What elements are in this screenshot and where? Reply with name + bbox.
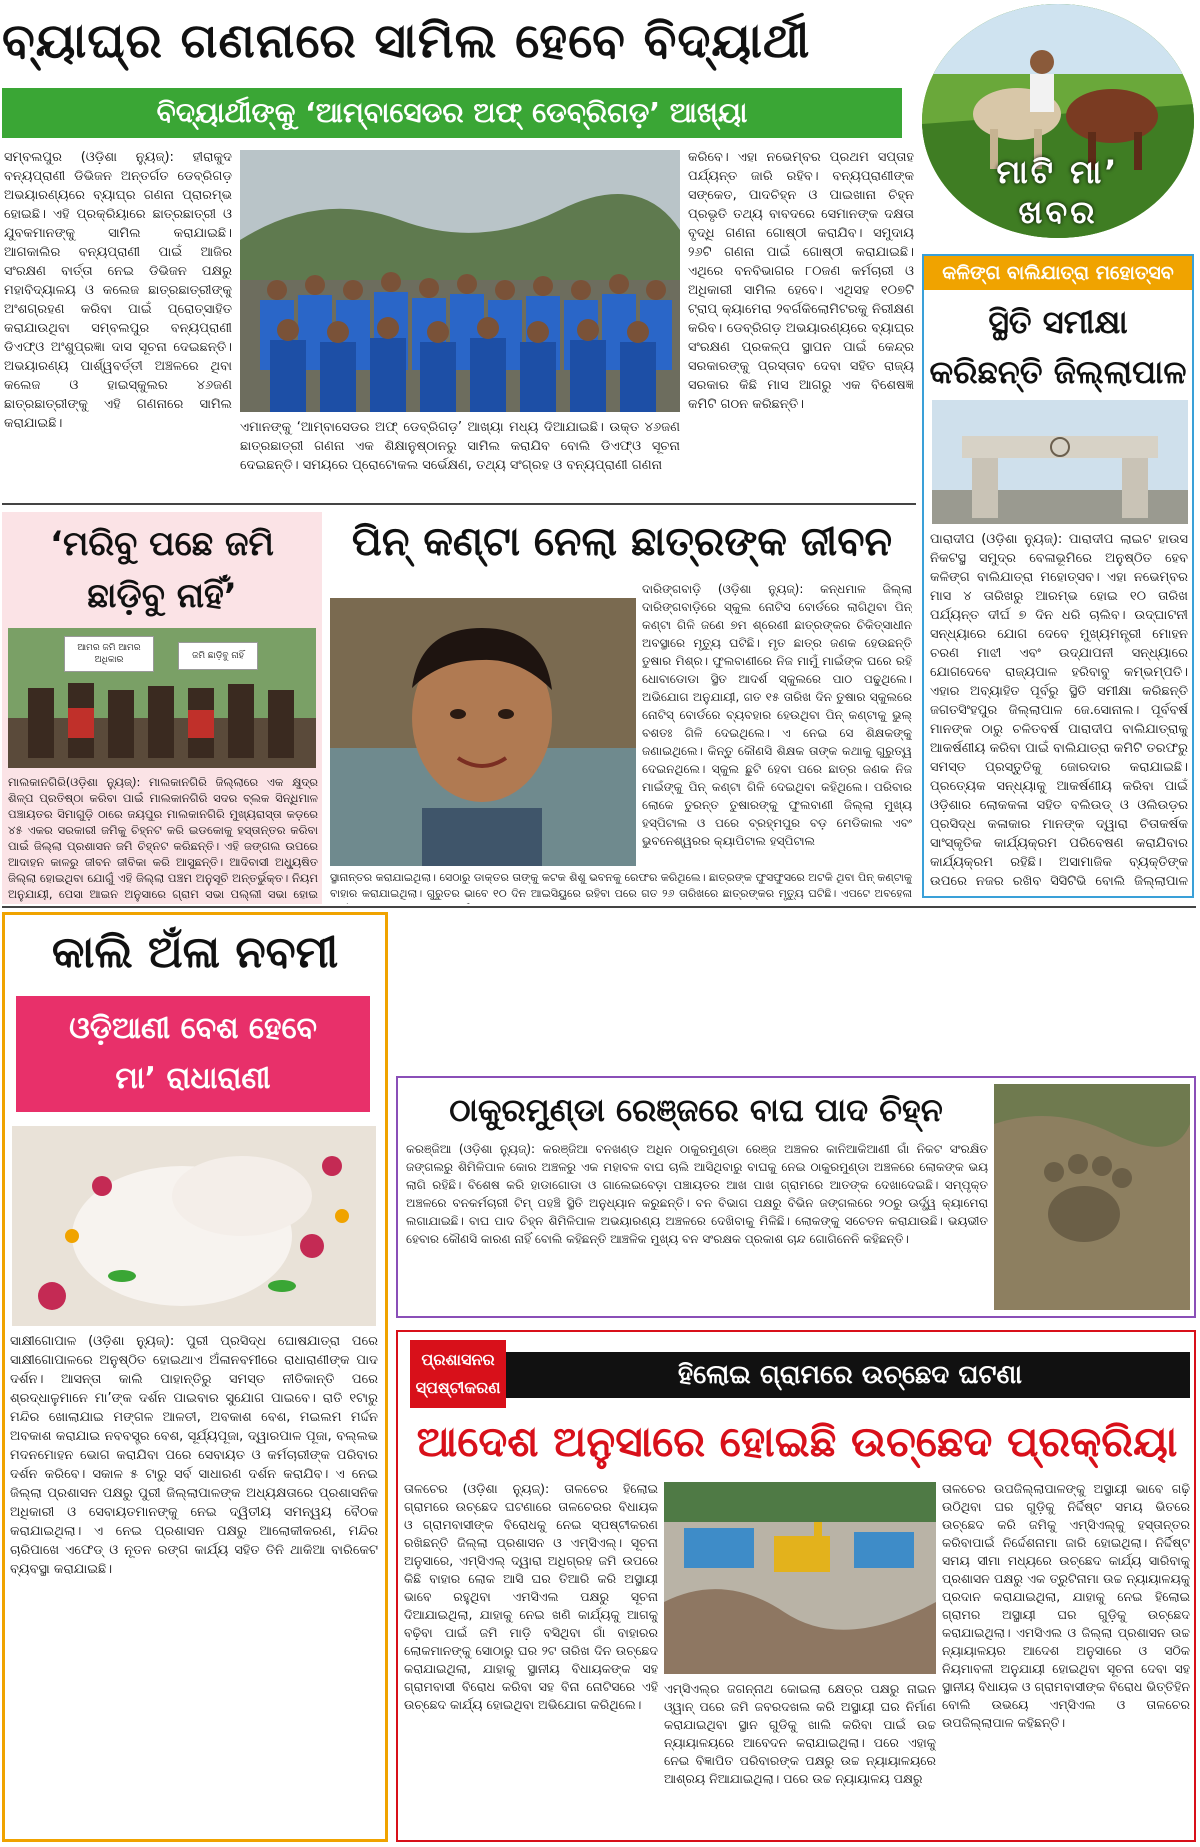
tiger-subhead: ବିଦ୍ୟାର୍ଥୀଙ୍କୁ ‘ଆମ୍ବାସେଡର ଅଫ୍ ଡେବ୍ରିଗଡ଼’ ଆଖ୍ୟା — [2, 88, 902, 138]
baliyatra-headline-line1: ସ୍ଥିତି ସମୀକ୍ଷା — [988, 303, 1128, 341]
pin-headline: ପିନ୍ କଣ୍ଟା ନେଲା ଛାତ୍ରଙ୍କ ଜୀବନ — [351, 519, 893, 565]
hiloi-tag-line1: ପ୍ରଶାସନର — [421, 1350, 495, 1369]
pin-student-photo — [330, 598, 636, 866]
section-divider-top — [2, 503, 916, 505]
mati-ma-khabara-logo — [922, 4, 1194, 238]
navami-body: ସାକ୍ଷୀଗୋପାଳ (ଓଡ଼ିଶା ନ୍ୟୁଜ୍): ପୁରୀ ପ୍ରସିଦ୍ଧ ଘୋଷଯାତ୍ରା ପରେ ସାକ୍ଷୀଗୋପାଳରେ ଅନୁଷ୍ଠିତ ହୋଇଥାଏ ଅଁଳାନବମୀରେ ରାଧାରାଣୀଙ୍କ ପାଦ ଦର୍ଶନ। ଆସନ୍ତା କାଲି ପାହାନ୍ତିରୁ ସମସ୍ତ ନୀତିକାନ୍ତି ପରେ ଶ୍ରଦ୍ଧାଳୁମାନେ ମା’ଙ୍କ ଦର୍ଶନ ପାଇବାର ସୁଯୋଗ ପାଇବେ। ରାତି ୧ଟାରୁ ମନ୍ଦିର ଖୋଲାଯାଇ ମଙ୍ଗଳ ଆଳତୀ, ଅବକାଶ ବେଶ, ମଇଲମ ମର୍ଦ୍ଦନ ଅବକାଶ କରାଯାଇ ନବବସ୍ତ୍ର ବେଶ, ସୂର୍ଯ୍ୟପୂଜା, ଦ୍ୱାରପାଳ ପୂଜା, ବଲ୍ଲଭ ମଦନମୋହନ ଭୋଗ କରାଯିବା ପରେ ସେବାୟତ ଓ କର୍ମଚାରୀଙ୍କ ପରିବାର ଦର୍ଶନ କରିବେ। ସକାଳ ୫ ଟାରୁ ସର୍ବ ସାଧାରଣ ଦର୍ଶନ କରାଯିବ। ଏ ନେଇ ଜିଲ୍ଲା ପ୍ରଶାସନ ପକ୍ଷରୁ ପୁରୀ ଜିଲ୍ଲାପାଳଙ୍କ ଅଧ୍ୟକ୍ଷତାରେ ପ୍ରଶାସନିକ ଅଧିକାରୀ ଓ ସେବାୟତମାନଙ୍କୁ ନେଇ ଦ୍ୱିତୀୟ ସମନ୍ୱୟ ବୈଠକ କରାଯାଇଥିଲା। ଏ ନେଇ ପ୍ରଶାସନ ପକ୍ଷରୁ ଆଲୋକୀକରଣ, ମନ୍ଦିର ଚାରିପାଖେ ଏଫେଡ୍ ଓ ନୂତନ ରଙ୍ଗ କାର୍ଯ୍ୟ ସହିତ ତିନି ଥାକିଆ ବାରିକେଟ ବ୍ୟବସ୍ଥା କରାଯାଇଛି। — [10, 1334, 378, 1577]
baliyatra-gate-photo — [932, 400, 1188, 524]
navami-sub-line1: ଓଡ଼ିଆଣୀ ବେଶ ହେବେ — [69, 1011, 317, 1046]
protest-scene — [8, 628, 316, 768]
maribu-body: ମାଲକାନଗିରି(ଓଡ଼ିଶା ନ୍ୟୁଜ୍): ମାଲକାନଗିରି ଜିଲ୍ଲାରେ ଏକ କ୍ଷୁଦ୍ର ଶିଳ୍ପ ପ୍ରତିଷ୍ଠା କରିବା ପାଇଁ ମାଲକାନଗିରି ସଦର ବ୍ଲକ ସିନ୍ଧିମାଳ ପଞ୍ଚାୟତର ସିମାଗୁଡ଼ି ଠାରେ ଜୟପୁର ମାଲକାନଗିରି ମୁଖ୍ୟରାସ୍ତା କଡ଼ରେ ୪୫ ଏକର ସରକାରୀ ଜମିକୁ ଚିହ୍ନଟ କରି ଇଡକୋକୁ ହସ୍ତାନ୍ତର କରିବା ପାଇଁ ଜିଲ୍ଲା ପ୍ରଶାସନ ଜମି ଚିହ୍ନଟ କରିଛନ୍ତି। ଏହି ଜଙ୍ଗଲ ଉପରେ ଆଦାହନ କାଳରୁ ଜୀବନ ଜୀବିକା କରି ଆସୁଛନ୍ତି। ଆଦିବାସୀ ଅଧ୍ୟୁଷିତ ଜିଲ୍ଲା ହୋଇଥିବା ଯୋଗୁଁ ଏହି ଜିଲ୍ଲା ପଞ୍ଚମ ଅନୁସୂଚି ଅନ୍ତର୍ଭୁକ୍ତ। ନିୟମ ଅନୁଯାୟୀ, ପେସା ଆଇନ ଅନୁସାରେ ଗ୍ରାମ ସଭା ପଲ୍ଲୀ ସଭା ହୋଇ — [8, 775, 318, 901]
mati-title-line1: ମାଟି ମା’ — [996, 153, 1120, 191]
tiger-col3: କରିବେ। ଏହା ନଭେମ୍ବର ପ୍ରଥମ ସପ୍ତାହ ପର୍ଯ୍ୟନ୍ତ ଜାରି ରହିବ। ବନ୍ୟପ୍ରାଣୀଙ୍କ ସଙ୍କେତ, ପାଦଚିହ୍ନ ଓ ପାଇଖାନା ଚିହ୍ନ ପ୍ରଭୃତି ତଥ୍ୟ ବାବଦରେ ସେମାନଙ୍କ ଦକ୍ଷତା ବୃଦ୍ଧି ଗଣନା ଗୋଷ୍ଠୀ କରାଯିବ। ସମୁଦାୟ ୨୬ଟି ଗଣନା ପାଇଁ ଗୋଷ୍ଠୀ କରାଯାଇଛି। ଏଥିରେ ବନବିଭାଗର ୮୦ଜଣ କର୍ମଚାରୀ ଓ ଅଧିକାରୀ ସାମିଲ ହେବେ। ଏଥିସହ ୧୦୭ଟି ଟ୍ରାପ୍ କ୍ୟାମେରା ୨ବର୍ଗକିଲୋମିଟରକୁ ନିରୀକ୍ଷଣ କରିବ। ଡେବ୍ରିଗଡ଼ ଅଭୟାରଣ୍ୟରେ ବ୍ୟାଘ୍ର ସଂରକ୍ଷଣ ପ୍ରକଳ୍ପ ସ୍ଥାପନ ପାଇଁ କେନ୍ଦ୍ର ସରକାରଙ୍କୁ ପ୍ରସ୍ତାବ ଦେବା ସହିତ ରାଜ୍ୟ ସରକାର କିଛି ମାସ ଆଗରୁ ଏକ ବିଶେଷଜ୍ଞ କମିଟି ଗଠନ କରିଛନ୍ତି। — [688, 150, 914, 412]
pin-body-bottom: ସ୍ଥାନାନ୍ତର କରାଯାଇଥିଲା। ସେଠାରୁ ଡାକ୍ତର ତାଙ୍କୁ କଟକ ଶିଶୁ ଭବନକୁ ରେଫର କରିଥିଲେ। ଛାତ୍ରଙ୍କ ଫୁସଫୁସରେ ଅଟକି ଥିବା ପିନ୍ କଣ୍ଟାକୁ ବାହାର କରାଯାଇଥିଲା। ଗୁରୁତର ଭାବେ ୧୦ ଦିନ ଆଇସିୟୁରେ ରହିବା ପରେ ଗତ ୨୬ ତାରିଖରେ ଛାତ୍ରଙ୍କର ମୃତ୍ୟୁ ଘଟିଛି। ଏପଟେ ଅବହେଳା — [330, 871, 912, 900]
baliyatra-headline-line2: କରିଛନ୍ତି ଜିଲ୍ଲାପାଳ — [929, 353, 1187, 391]
maribu-headline-line2: ଛାଡ଼ିବୁ ନାହିଁ’ — [87, 576, 237, 616]
hiloi-col3: ତାଳଚେର ଉପଜିଲ୍ଲାପାଳଙ୍କୁ ଅସ୍ଥାୟୀ ଭାବେ ଗଢ଼ି ଉଠିଥିବା ଘର ଗୁଡ଼ିକୁ ନିର୍ଦ୍ଦିଷ୍ଟ ସମୟ ଭିତରେ ଉଚ୍ଛେଦ କରି ଜମିକୁ ଏମ୍‌ସିଏଲ୍‌କୁ ହସ୍ତାନ୍ତର କରିବାପାଇଁ ନିର୍ଦ୍ଦେଶନାମା ଜାରି ହୋଇଥିଲା। ନିର୍ଦ୍ଦିଷ୍ଟ ସମୟ ସୀମା ମଧ୍ୟରେ ଉଚ୍ଛେଦ କାର୍ଯ୍ୟ ସାରିବାକୁ ପ୍ରଶାସନ ପକ୍ଷରୁ ଏକ ତ୍ରୁଟିନାମା ଉଚ୍ଚ ନ୍ୟାୟାଳୟକୁ ପ୍ରଦାନ କରାଯାଇଥିଲା, ଯାହାକୁ ନେଇ ହିଲୋଇ ଗ୍ରାମର ଅସ୍ଥାୟୀ ଘର ଗୁଡ଼ିକୁ ଉଚ୍ଛେଦ କରାଯାଇଥିଲା। ଏମସିଏଲ ଓ ଜିଲ୍ଲା ପ୍ରଶାସନ ଉଚ୍ଚ ନ୍ୟାୟାଳୟର ଆଦେଶ ଅନୁସାରେ ଓ ସଠିକ ନିୟମାବଳୀ ଅନୁଯାୟୀ ହୋଇଥିବା ସୂଚନା ଦେବା ସହ ସ୍ଥାନୀୟ ବିଧାୟକ ଓ ଗ୍ରାମବାସୀଙ୍କ ବିରୋଧ ଭିତ୍ତିହିନ ବୋଲି ଉଭୟେ ଏମ୍‌ସିଏଲ ଓ ତାଳଚେର ଉପଜିଲ୍ଲାପାଳ କହିଛନ୍ତି। — [942, 1481, 1190, 1730]
navami-sub-line2: ମା’ ରାଧାରାଣୀ — [115, 1061, 271, 1096]
navami-headline: କାଲି ଅଁଳା ନବମୀ — [51, 927, 339, 978]
maribu-headline-line1: ‘ମରିବୁ ପଛେ ଜମି — [50, 524, 274, 564]
tiger-caption-text: ଏମାନଙ୍କୁ ‘ଆମ୍ବାସେଡର ଅଫ୍ ଡେବ୍ରିଗଡ଼’ ଆଖ୍ୟା ମଧ୍ୟ ଦିଆଯାଇଛି। ଉକ୍ତ ୪୬ଜଣ ଛାତ୍ରଛାତ୍ରୀ ଗଣନା ଏକ ଶିକ୍ଷାନୁଷ୍ଠାନରୁ ସାମିଲ କରାଯିବ ବୋଲି ଡିଏଫ୍ଓ ସୂଚନା ଦେଇଛନ୍ତି। ସମୟରେ ପ୍ରୋଟୋକଲ ସର୍ଭେକ୍ଷଣ, ତଥ୍ୟ ସଂଗ୍ରହ ଓ ବନ୍ୟପ୍ରାଣୀ ଗଣନା — [240, 420, 680, 473]
tiger-photo-students — [240, 150, 680, 412]
navami-feet-photo — [12, 1126, 376, 1326]
hiloi-col2: ଏମ୍‌ସିଏଲ୍‌ର ଜଗନ୍ନାଥ କୋଇଲା କ୍ଷେତ୍ର ପକ୍ଷରୁ ନାଇନ ଓ୍ୱାନ୍ ପରେ ଜମି ଜବରଦଖଲ କରି ଅସ୍ଥାୟୀ ଘର ନିର୍ମାଣ କରାଯାଇଥିବା ସ୍ଥାନ ଗୁଡିକୁ ଖାଲି କରିବା ପାଇଁ ଉଚ୍ଚ ନ୍ୟାୟାଳୟରେ ଆବେଦନ କରାଯାଇଥିଲା। ପରେ ଏହାକୁ ନେଇ ବିଜ୍ଞାପିତ ପରିବାରଙ୍କ ପକ୍ଷରୁ ଉଚ୍ଚ ନ୍ୟାୟାଳୟରେ ଆଶ୍ରୟ ନିଆଯାଇଥିଲା। ପରେ ଉଚ୍ଚ ନ୍ୟାୟାଳୟ ପକ୍ଷରୁ — [664, 1681, 936, 1786]
placard-1: ଆମର ଜମି ଆମର ଅଧିକାର — [64, 636, 154, 672]
tiger-headline: ବ୍ୟାଘ୍ର ଗଣନାରେ ସାମିଲ ହେବେ ବିଦ୍ୟାର୍ଥୀ — [2, 13, 811, 69]
baliyatra-body: ପାରାଦୀପ (ଓଡ଼ିଶା ନ୍ୟୁଜ୍): ପାରାଦୀପ ଲାଇଟ ହାଉସ ନିକଟସ୍ଥ ସମୁଦ୍ର ବେଳାଭୂମିରେ ଅନୁଷ୍ଠିତ ହେବ କଳିଙ୍ଗ ବାଲିଯାତ୍ରା ମହୋତ୍ସବ। ଏହା ନଭେମ୍ବର ମାସ ୪ ତାରିଖରୁ ଆରମ୍ଭ ହୋଇ ୧୦ ତାରିଖ ପର୍ଯ୍ୟନ୍ତ ଦୀର୍ଘ ୭ ଦିନ ଧରି ଚାଲିବ। ଉଦ୍‌ଘାଟନୀ ସନ୍ଧ୍ୟାରେ ଯୋଗ ଦେବେ ମୁଖ୍ୟମନ୍ତ୍ରୀ ମୋହନ ଚରଣ ମାଝୀ ଏବଂ ଉଦ୍‌ଯାପନୀ ସନ୍ଧ୍ୟାରେ ଯୋଗଦେବେ ରାଜ୍ୟପାଳ ହରିବାବୁ କମ୍ଭମ୍ପତି। ଏହାର ଅବ୍ୟାହିତ ପୂର୍ବରୁ ସ୍ଥିତି ସମୀକ୍ଷା କରିଛନ୍ତି ଜଗତସିଂହପୁର ଜିଲ୍ଲାପାଳ ଜେ.ସୋନାଲ। ପୂର୍ବବର୍ଷ ମାନଙ୍କ ଠାରୁ ଚଳିତବର୍ଷ ପାରାଦୀପ ବାଲିଯାତ୍ରାକୁ ଆକର୍ଷଣୀୟ କରିବା ପାଇଁ ବାଲିଯାତ୍ରା କମିଟି ତରଫରୁ ସମସ୍ତ ପ୍ରସ୍ତୁତିକୁ ଜୋରଦାର କରାଯାଇଛି। ପ୍ରତ୍ୟେକ ସନ୍ଧ୍ୟାକୁ ଆକର୍ଷଣୀୟ କରିବା ପାଇଁ ଓଡ଼ିଶାର ଲୋକକଳା ସହିତ ବଲିଉଡ୍ ଓ ଓଲିଉଡ଼ର ପ୍ରସିଦ୍ଧ କଳାକାର ମାନଙ୍କ ଦ୍ୱାରା ଚିତାକର୍ଷକ ସାଂସ୍କୃତିକ କାର୍ଯ୍ୟକ୍ରମ ପରିବେଷଣ କରାଯିବାର କାର୍ଯ୍ୟକ୍ରମ ରହିଛି। ଅସାମାଜିକ ବ୍ୟକ୍ତିଙ୍କ ଉପରେ ନଜର ରଖିବ ସିସିଟିଭି ବୋଲି ଜିଲ୍ଲାପାଳ — [930, 532, 1188, 889]
hiloi-col1: ତାଳଚେର (ଓଡ଼ିଶା ନ୍ୟୁଜ୍): ତାଳଚେର ହିଲୋଇ ଗ୍ରାମରେ ଉଚ୍ଛେଦ ଘଟଣାରେ ତାଳଚେରର ବିଧାୟକ ଓ ଗ୍ରାମବାସୀଙ୍କ ବିରୋଧକୁ ନେଇ ସ୍ପଷ୍ଟୀକରଣ ରଖିଛନ୍ତି ଜିଲ୍ଲା ପ୍ରଶାସନ ଓ ଏମ୍‌ସିଏଲ୍। ସୂଚନା ଅନୁସାରେ, ଏମ୍‌ସିଏଲ୍ ଦ୍ୱାରା ଅଧିଗ୍ରହ ଜମି ଉପରେ କିଛି ବାହାର ଲୋକ ଆସି ଘର ତିଆରି କରି ଅସ୍ଥାୟୀ ଭାବେ ରହୁଥିବା ଏମସିଏଲ ପକ୍ଷରୁ ସୂଚନା ଦିଆଯାଇଥିଲା, ଯାହାକୁ ନେଇ ଖଣି କାର୍ଯ୍ୟକୁ ଆଗକୁ ବଢ଼ିବା ପାଇଁ ଜମି ମାଡ଼ି ବସିଥିବା ଗାଁ ବାହାରର ଲୋକମାନଙ୍କୁ ସୋଠାରୁ ଘର ୨ଟ ତାରିଖ ଦିନ ଉଚ୍ଛେଦ କରାଯାଇଥିଲା, ଯାହାକୁ ସ୍ଥାନୀୟ ବିଧାୟକଙ୍କ ସହ ଗ୍ରାମବାସୀ ବିରୋଧ କରିବା ସହ ବିନା ନୋଟିସରେ ଏହି ଉଚ୍ଛେଦ କାର୍ଯ୍ୟ ହୋଇଥିବା ଅଭିଯୋଗ କରିଥିଲେ। — [404, 1481, 658, 1712]
section-divider-middle — [2, 906, 1196, 908]
maribu-protest-photo — [8, 628, 316, 768]
tiger-pugmark-photo — [994, 1084, 1190, 1310]
mati-title-line2: ଖବର — [1018, 193, 1098, 231]
thakur-headline: ଠାକୁରମୁଣ୍ଡା ରେଞ୍ଜରେ ବାଘ ପାଦ ଚିହ୍ନ — [449, 1091, 943, 1129]
hiloi-headline: ଆଦେଶ ଅନୁସାରେ ହୋଇଛି ଉଚ୍ଛେଦ ପ୍ରକ୍ରିୟା — [416, 1417, 1178, 1466]
hiloi-tag-line2: ସ୍ପଷ୍ଟୀକରଣ — [415, 1378, 501, 1397]
placard-2: ଜମି ଛାଡ଼ିବୁ ନାହିଁ — [178, 642, 258, 670]
baliyatra-tag: କଳିଙ୍ଗ ବାଲିଯାତ୍ରା ମହୋତ୍ସବ — [924, 256, 1192, 290]
hiloi-demolition-photo — [664, 1482, 936, 1674]
thakur-body: କରଞ୍ଜିଆ (ଓଡ଼ିଶା ନ୍ୟୁଜ୍): କରଞ୍ଜିଆ ବନଖଣ୍ଡ ଅଧିନ ଠାକୁରମୁଣ୍ଡା ରେଞ୍ଜ ଅଞ୍ଚଳର କାନିଆକିଆଣୀ ଗାଁ ନିକଟ ସଂରକ୍ଷିତ ଜଙ୍ଗଲରୁ ଶିମିଳିପାଳ କୋର ଅଞ୍ଚଳରୁ ଏକ ମହାବଳ ବାଘ ଚାଲି ଆସିଥିବାରୁ ବାଘକୁ ନେଇ ଠାକୁରମୁଣ୍ଡା ଅଞ୍ଚଳରେ ଲୋକଙ୍କ ଭୟ ଲାଗି ରହିଛି। ବିଶେଷ କରି ହାଡାଗୋଡା ଓ ଗାଲେଇବେଡ଼ା ପଞ୍ଚାୟତର ଆଖ ପାଖ ଗ୍ରାମରେ ଆତଙ୍କ ଦେଖାଦେଇଛି। ସମ୍ପୃକ୍ତ ଅଞ୍ଚଳରେ ବନକର୍ମଚାରୀ ଟିମ୍ ପହଞ୍ଚି ସ୍ଥିତି ଅନୁଧ୍ୟାନ କରୁଛନ୍ତି। ବନ ବିଭାଗ ପକ୍ଷରୁ ବିଭିନ ଜଙ୍ଗଲରେ ୨୦ରୁ ଊର୍ଦ୍ଧ୍ୱ କ୍ୟାମେରା ଲଗାଯାଇଛି। ବାଘ ପାଦ ଚିହ୍ନ ଶିମିଳିପାଳ ଅଭୟାରଣ୍ୟ ଅଞ୍ଚଳରେ ଦେଖିବାକୁ ମିଳିଛି। ଲୋକଙ୍କୁ ସଚେତନ କରାଯାଉଛି। ଭୟଭୀତ ହେବାର କୌଣସି କାରଣ ନାହିଁ ବୋଲି କହିଛନ୍ତି ଆଞ୍ଚଳିକ ମୁଖ୍ୟ ବନ ସଂରକ୍ଷକ ପ୍ରକାଶ ଚାନ୍ଦ ଗୋଗିନେନି କହିଛନ୍ତି। — [406, 1142, 988, 1246]
tiger-col1: ସମ୍ବଲପୁର (ଓଡ଼ିଶା ନ୍ୟୁଜ୍): ହୀରାକୁଦ ବନ୍ୟପ୍ରାଣୀ ଡିଭିଜନ ଅନ୍ତର୍ଗତ ଡେବ୍ରିଗଡ଼ ଅଭୟାରଣ୍ୟରେ ବ୍ୟାଘ୍ର ଗଣନା ପ୍ରାରମ୍ଭ ହୋଇଛି। ଏହି ପ୍ରକ୍ରିୟାରେ ଛାତ୍ରଛାତ୍ରୀ ଓ ଯୁବକମାନଙ୍କୁ ସାମିଲ କରାଯାଇଛି। ଆଗକାଲିର ବନ୍ୟପ୍ରାଣୀ ପାଇଁ ଆଜିର ସଂରକ୍ଷଣ ବାର୍ତ୍ତା ନେଇ ଡିଭିଜନ ପକ୍ଷରୁ ମହାବିଦ୍ୟାଳୟ ଓ କଲେଜ ଛାତ୍ରଛାତ୍ରୀଙ୍କୁ ଅଂଶଗ୍ରହଣ କରିବା ପାଇଁ ପ୍ରୋତ୍ସାହିତ କରାଯାଉଥିବା ସମ୍ବଲପୁର ବନ୍ୟପ୍ରାଣୀ ଡିଏଫ୍ଓ ଅଂଶୁପ୍ରଜ୍ଞା ଦାସ ସୂଚନା ଦେଇଛନ୍ତି। ଅଭୟାରଣ୍ୟ ପାର୍ଶ୍ୱବର୍ତ୍ତୀ ଅଞ୍ଚଳରେ ଥିବା କଲେଜ ଓ ହାଇସ୍କୁଲର ୪୬ଜଣ ଛାତ୍ରଛାତ୍ରୀଙ୍କୁ ଏହି ଗଣନାରେ ସାମିଲ କରାଯାଇଛି। — [4, 150, 232, 431]
pin-body-top: ଦାରିଙ୍ଗବାଡ଼ି (ଓଡ଼ିଶା ନ୍ୟୁଜ୍): କନ୍ଧମାଳ ଜିଲ୍ଲା ଦାରିଙ୍ଗବାଡ଼ିରେ ସ୍କୁଲ ନୋଟିସ ବୋର୍ଡରେ ଲାଗିଥିବା ପିନ୍ କଣ୍ଟା ଗିଳି ଜଣେ ୭ମ ଶ୍ରେଣୀ ଛାତ୍ରଙ୍କର ଚିକିତ୍ସାଧୀନ ଅବସ୍ଥାରେ ମୃତ୍ୟୁ ଘଟିଛି। ମୃତ ଛାତ୍ର ଜଣକ ହେଉଛନ୍ତି ତୁଷାର ମିଶ୍ର। ଫୁଲବାଣୀରେ ନିଜ ମାମୁଁ ମାଇଁଙ୍କ ଘରେ ରହି ଧୋବାଡୋଡା ସ୍ଥିତ ଆଦର୍ଶ ସ୍କୁଲରେ ପାଠ ପଢୁଥିଲେ। ଅଭିଯୋଗ ଅନୁଯାୟୀ, ଗତ ୧୫ ତାରିଖ ଦିନ ତୁଷାର ସ୍କୁଲରେ ନୋଟିସ୍ ବୋର୍ଡରେ ବ୍ୟବହାର ହେଉଥିବା ପିନ୍ କଣ୍ଟାକୁ ଭୁଲ୍ ବଶତଃ ଗିଳି ଦେଇଥିଲେ। ଏ ନେଇ ସେ ଶିକ୍ଷକଙ୍କୁ ଜଣାଇଥିଲେ। କିନ୍ତୁ କୌଣସି ଶିକ୍ଷକ ତାଙ୍କ କଥାକୁ ଗୁରୁତ୍ୱ ଦେଇନଥିଲେ। ସ୍କୁଲ ଛୁଟି ହେବା ପରେ ଛାତ୍ର ଜଣକ ନିଜ ମାଇଁଙ୍କୁ ପିନ୍ କଣ୍ଟା ଗିଳି ଦେଇଥିବା କହିଥିଲେ। ପରିବାର ଲୋକେ ତୁରନ୍ତ ତୁଷାରଙ୍କୁ ଫୁଲବାଣୀ ଜିଲ୍ଲା ମୁଖ୍ୟ ହସ୍ପିଟାଲ ଓ ପରେ ବ୍ରହ୍ମପୁର ବଡ଼ ମେଡିକାଲ ଏବଂ ଭୁବନେଶ୍ୱରର କ୍ୟାପିଟାଲ ହସ୍ପିଟାଲ — [642, 582, 912, 848]
hiloi-kicker: ହିଲୋଇ ଗ୍ରାମରେ ଉଚ୍ଛେଦ ଘଟଣା — [677, 1360, 1023, 1390]
